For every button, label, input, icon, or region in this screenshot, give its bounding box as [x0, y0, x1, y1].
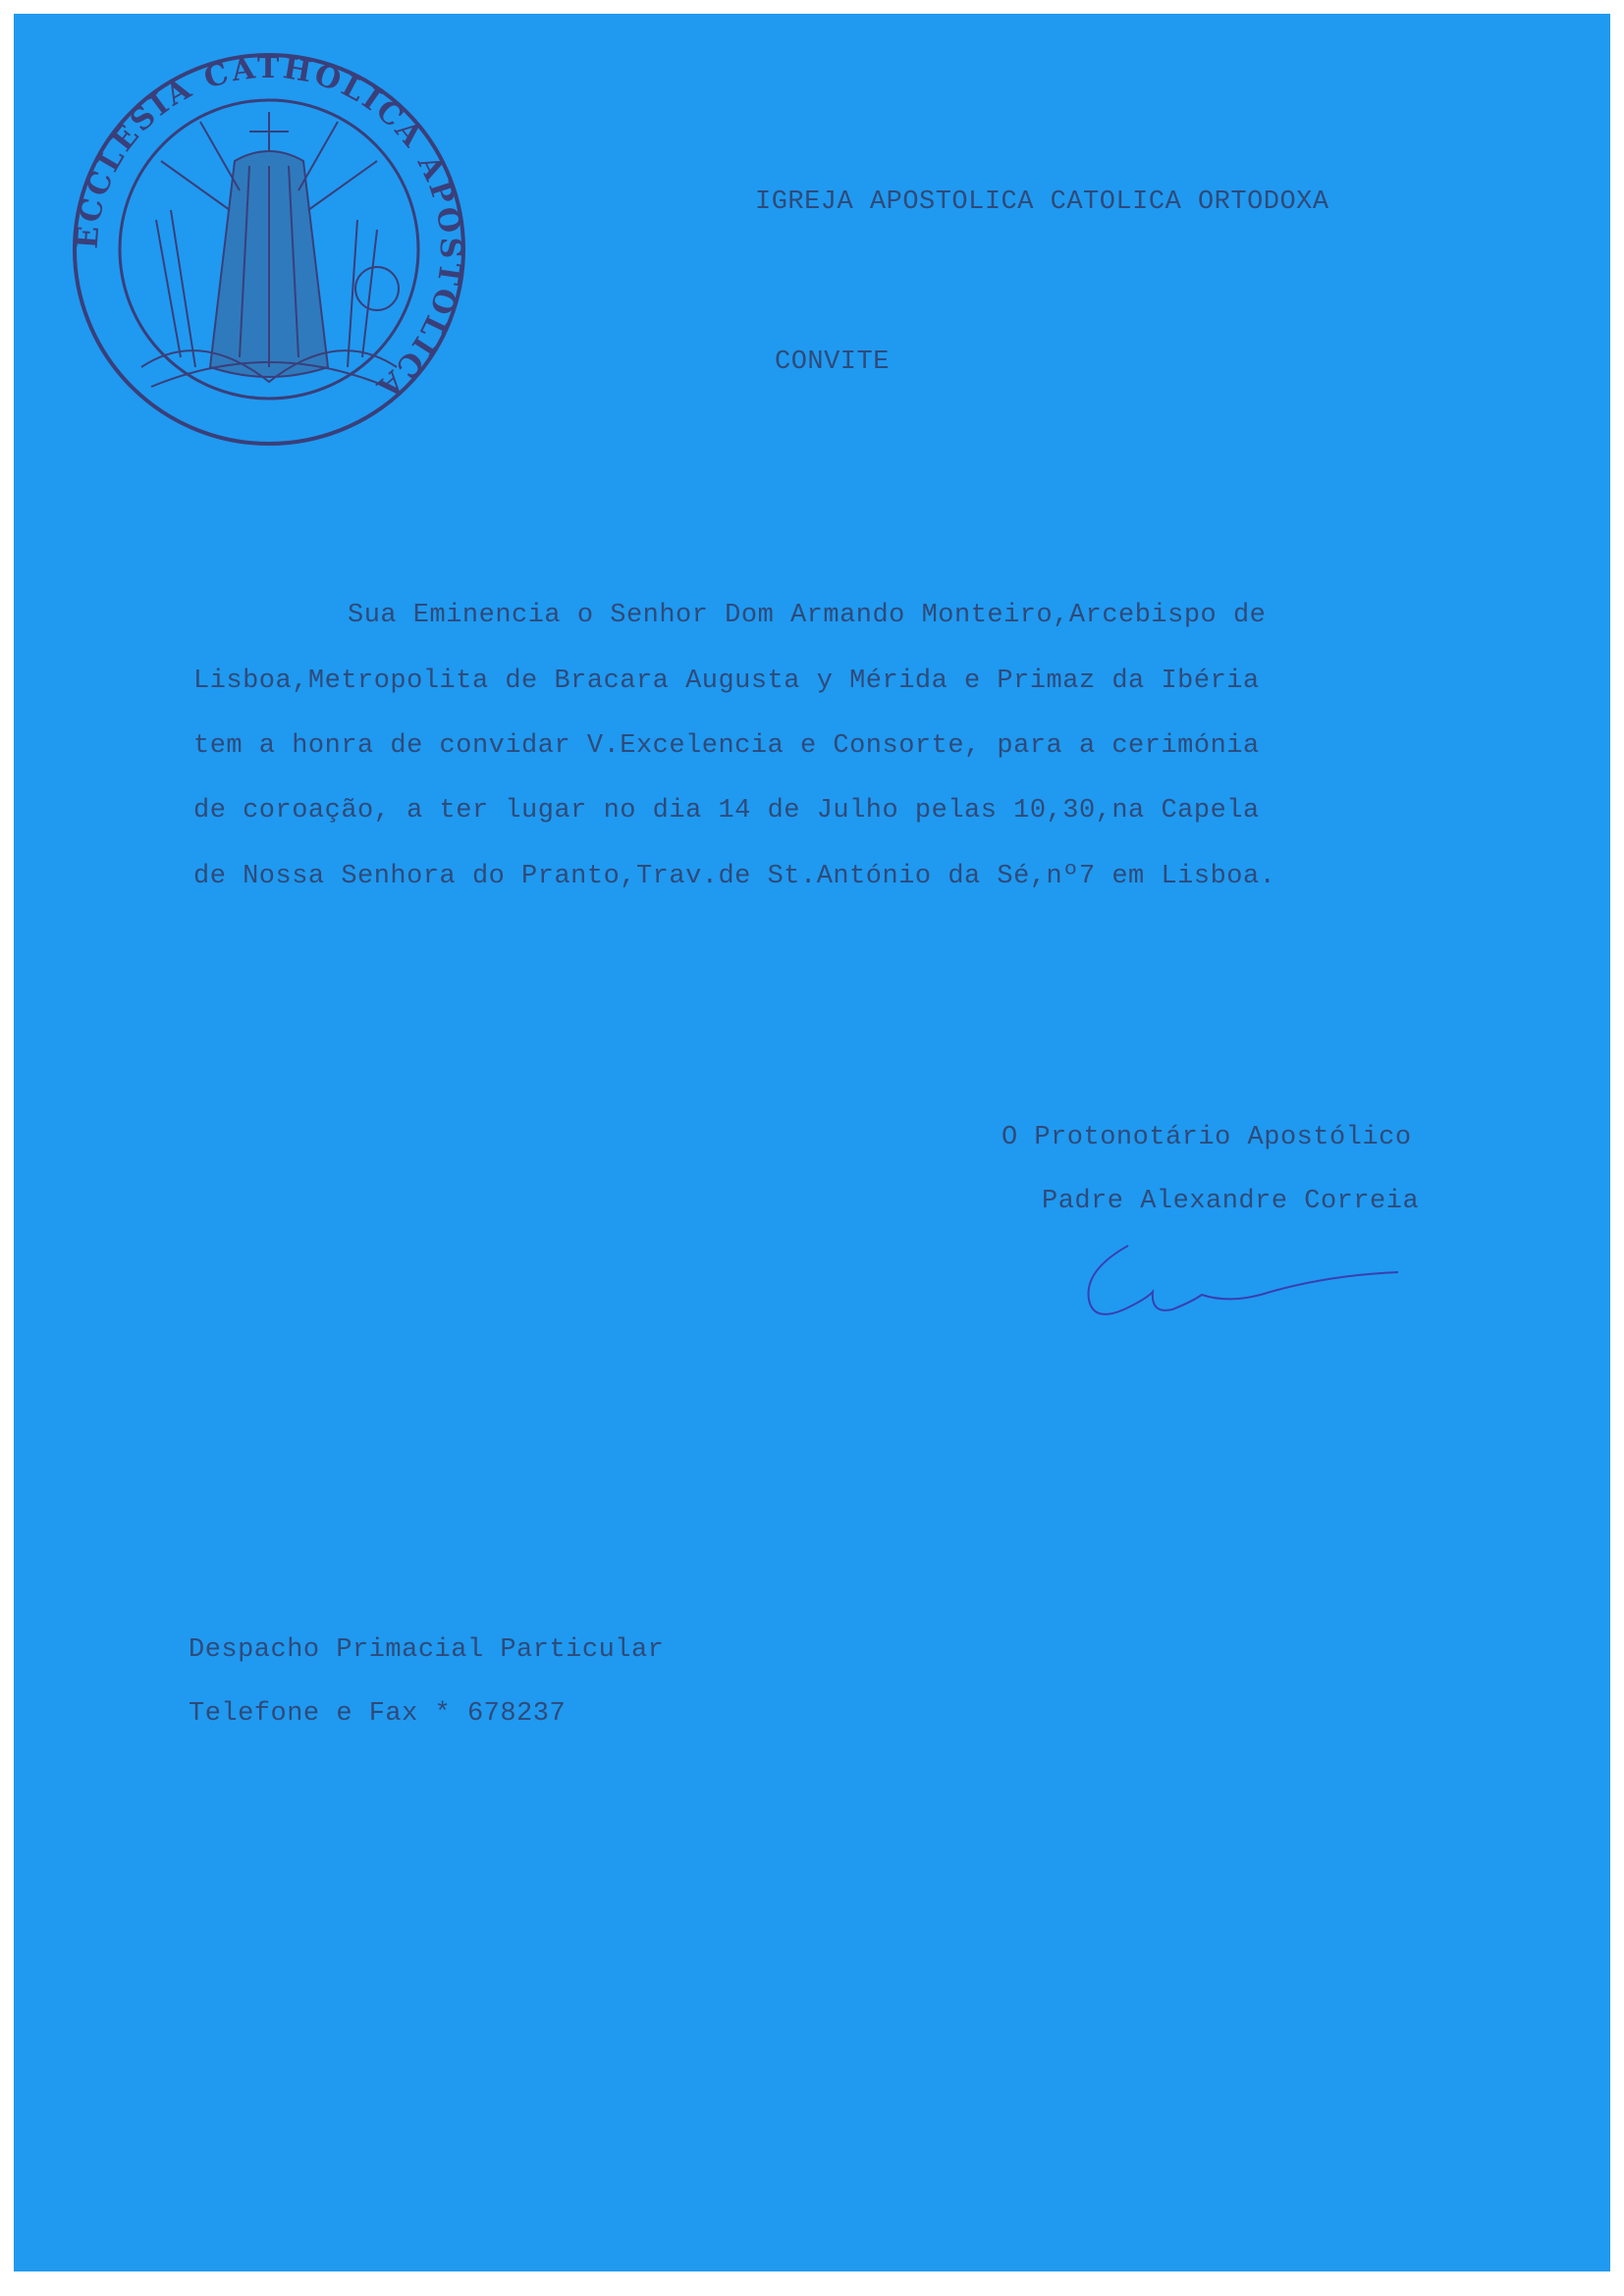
seal-inscription: ECCLESIA CATHOLICA APOSTOLICA [70, 50, 468, 406]
signatory-role: O Protonotário Apostólico [1001, 1123, 1412, 1152]
contact-line: Telefone e Fax * 678237 [189, 1699, 567, 1729]
church-name: IGREJA APOSTOLICA CATOLICA ORTODOXA [755, 187, 1329, 217]
signatory-name: Padre Alexandre Correia [1042, 1187, 1420, 1216]
body-line: Lisboa,Metropolita de Bracara Augusta y Mérida e Primaz da Ibéria [193, 667, 1260, 696]
handwritten-signature [1074, 1231, 1428, 1329]
body-line: de Nossa Senhora do Pranto,Trav.de St.António da Sé,nº7 em Lisboa. [193, 862, 1276, 891]
body-line: de coroação, a ter lugar no dia 14 de Julho pelas 10,30,na Capela [193, 796, 1260, 826]
body-line: tem a honra de convidar V.Excelencia e Consorte, para a cerimónia [193, 731, 1260, 761]
office-name: Despacho Primacial Particular [189, 1635, 665, 1665]
body-line: Sua Eminencia o Senhor Dom Armando Monteiro,Arcebispo de [348, 601, 1267, 630]
document-title: CONVITE [775, 347, 890, 377]
church-seal-icon [63, 43, 475, 455]
invitation-sheet [14, 14, 1610, 2271]
